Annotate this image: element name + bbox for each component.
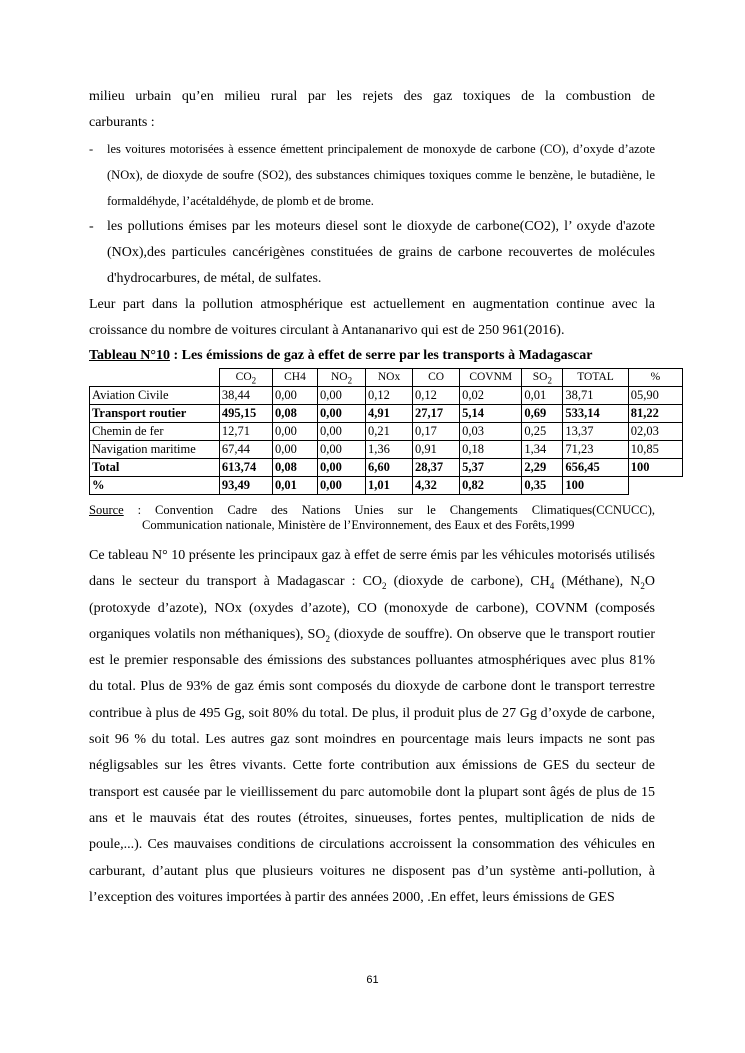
bullet-diesel-engines: - les pollutions émises par les moteurs diesel sont le dioxyde de carbone(CO2), l’ oxyde d'azote (NOx),des particules cancérigènes constituées de grains de carbone recouvertes de molécules d'hydrocarbures, de métal, de sulfates. <box>89 214 655 292</box>
table-cell: 27,17 <box>413 405 460 423</box>
header-blank <box>90 369 220 387</box>
table-cell: 0,03 <box>460 423 522 441</box>
table-header-cell: $SO_2$ <box>522 369 563 387</box>
table-header-cell: CH4 <box>273 369 318 387</box>
table-cell: 0,12 <box>366 387 413 405</box>
table-cell: 2,29 <box>522 459 563 477</box>
table-row <box>90 459 683 477</box>
table-header-cell: COVNM <box>460 369 522 387</box>
paragraph-table-analysis: Ce tableau N° 10 présente les principaux gaz à effet de serre émis par les véhicules motorisés utilisés dans le secteur du transport à Madagascar : $CO_2$ (dioxyde de carbone), $CH_4$ (Méthane), $N_2O$ (protoxyde d’azote), NOx (oxydes d’azote), CO (monoxyde de carbone), COVNM (composés organiques volatils non méthaniques), $SO_2$ (dioxyde de souffre). On observe que le transport routier est le premier responsable des émissions des substances polluantes atmosphériques avec plus 81% du total. Plus de 93% de gaz émis sont composés du dioxyde de carbone dont le transport terrestre contribue à plus de 495 Gg, soit 80% du total. De plus, il produit plus de 27 Gg d’oxyde de carbone, soit 96 % du total. Les autres gaz sont moindres en pourcentage mais leurs impacts ne sont pas négligsables sur les êtres vivants. Cette forte contribution aux émissions de GES du secteur de transport est causée par le vieillissement du parc automobile dont la plupart sont âgés de plus de 15 ans et le mauvais état des routes (étroites, sinueuses, fortes pentes, multiplication de nids de poule,...). Ces mauvaises conditions de circulations accroissent la consommation des véhicules en carburant, d’autant plus que plusieurs voitures ne disposent pas d’un système anti-pollution, à l’exception des voitures importées à partir des années 2000, .En effet, leurs émissions de GES <box>89 548 655 905</box>
page-number: 61 <box>366 974 379 986</box>
page-content <box>89 84 661 911</box>
table-cell: 0,01 <box>522 387 563 405</box>
table-row <box>90 477 683 495</box>
table-header-cell: NOx <box>366 369 413 387</box>
table-source <box>89 503 655 533</box>
table-cell: 13,37 <box>563 423 628 441</box>
table-row <box>90 387 683 405</box>
table-cell: 0,00 <box>273 423 318 441</box>
table-cell: 100 <box>563 477 628 495</box>
table-cell: 4,91 <box>366 405 413 423</box>
row-label: % <box>90 477 220 495</box>
table-cell: 81,22 <box>628 405 682 423</box>
table-row <box>90 423 683 441</box>
emissions-table <box>89 368 683 495</box>
table-cell: 1,34 <box>522 441 563 459</box>
table-cell: 71,23 <box>563 441 628 459</box>
table-header-cell: $CO_2$ <box>219 369 272 387</box>
table-cell: 0,00 <box>317 441 365 459</box>
table-cell: 1,01 <box>366 477 413 495</box>
table-cell: 02,03 <box>628 423 682 441</box>
table-cell: 0,00 <box>317 477 365 495</box>
table-cell: 0,25 <box>522 423 563 441</box>
source-text-1: : Convention Cadre des Nations Unies sur le Changements Climatiques(CCNUCC), <box>123 503 655 517</box>
table-cell: 0,08 <box>273 459 318 477</box>
table-cell: 12,71 <box>219 423 272 441</box>
table-cell: 0,91 <box>413 441 460 459</box>
table-body <box>90 387 683 495</box>
row-label: Total <box>90 459 220 477</box>
table-cell: 05,90 <box>628 387 682 405</box>
table-cell: 0,00 <box>317 387 365 405</box>
bullet-list <box>89 136 655 292</box>
intro-line-1: milieu urbain qu’en milieu rural par les rejets des gaz toxiques de la combustion de <box>89 89 655 104</box>
table-cell: 0,82 <box>460 477 522 495</box>
row-label: Aviation Civile <box>90 387 220 405</box>
table-cell: 100 <box>628 459 682 477</box>
table-cell: 0,18 <box>460 441 522 459</box>
table-cell: 93,49 <box>219 477 272 495</box>
table-cell: 0,00 <box>317 423 365 441</box>
source-label: Source <box>89 503 124 517</box>
table-header-row <box>90 369 683 387</box>
table-header-cell: CO <box>413 369 460 387</box>
row-label: Chemin de fer <box>90 423 220 441</box>
table-cell: 0,21 <box>366 423 413 441</box>
bullet-petrol-cars: - les voitures motorisées à essence émettent principalement de monoxyde de carbone (CO), d’oxyde d’azote (NOx), de dioxyde de soufre (SO2), des substances chimiques toxiques comme le benzène, le butadiène, le formaldéhyde, l’acétaldéhyde, de plomb et de brome. <box>89 136 655 214</box>
row-label: Navigation maritime <box>90 441 220 459</box>
table-header-cell: $NO_2$ <box>317 369 365 387</box>
table-title-label: Tableau N°10 <box>89 348 170 363</box>
table-cell: 38,44 <box>219 387 272 405</box>
table-cell: 0,12 <box>413 387 460 405</box>
table-cell: 38,71 <box>563 387 628 405</box>
table-cell: 5,37 <box>460 459 522 477</box>
table-cell: 0,00 <box>273 441 318 459</box>
table-cell: 0,00 <box>317 459 365 477</box>
table-header-cell: TOTAL <box>563 369 628 387</box>
row-label: Transport routier <box>90 405 220 423</box>
table-cell: 28,37 <box>413 459 460 477</box>
table-cell: 5,14 <box>460 405 522 423</box>
table-cell <box>628 477 682 495</box>
table-cell: 0,02 <box>460 387 522 405</box>
table-cell: 533,14 <box>563 405 628 423</box>
source-line-1 <box>89 503 655 518</box>
table-cell: 1,36 <box>366 441 413 459</box>
source-line-2: Communication nationale, Ministère de l’Environnement, des Eaux et des Forêts,1999 <box>142 518 575 532</box>
table-cell: 0,35 <box>522 477 563 495</box>
table-cell: 495,15 <box>219 405 272 423</box>
table-title-text: : Les émissions de gaz à effet de serre par les transports à Madagascar <box>169 348 593 363</box>
table-cell: 613,74 <box>219 459 272 477</box>
table-cell: 67,44 <box>219 441 272 459</box>
table-header-cell: % <box>628 369 682 387</box>
table-cell: 10,85 <box>628 441 682 459</box>
table-title <box>89 346 655 366</box>
table-cell: 656,45 <box>563 459 628 477</box>
paragraph-pollution-share: Leur part dans la pollution atmosphérique est actuellement en augmentation continue avec la croissance du nombre de voitures circulant à Antananarivo qui est de 250 961(2016). <box>89 297 655 338</box>
table-row <box>90 441 683 459</box>
table-cell: 0,00 <box>273 387 318 405</box>
table-cell: 0,00 <box>317 405 365 423</box>
table-cell: 0,69 <box>522 405 563 423</box>
table-cell: 0,01 <box>273 477 318 495</box>
table-row <box>90 405 683 423</box>
table-cell: 0,17 <box>413 423 460 441</box>
table-cell: 4,32 <box>413 477 460 495</box>
table-cell: 0,08 <box>273 405 318 423</box>
intro-line-2: carburants : <box>89 115 155 130</box>
table-cell: 6,60 <box>366 459 413 477</box>
